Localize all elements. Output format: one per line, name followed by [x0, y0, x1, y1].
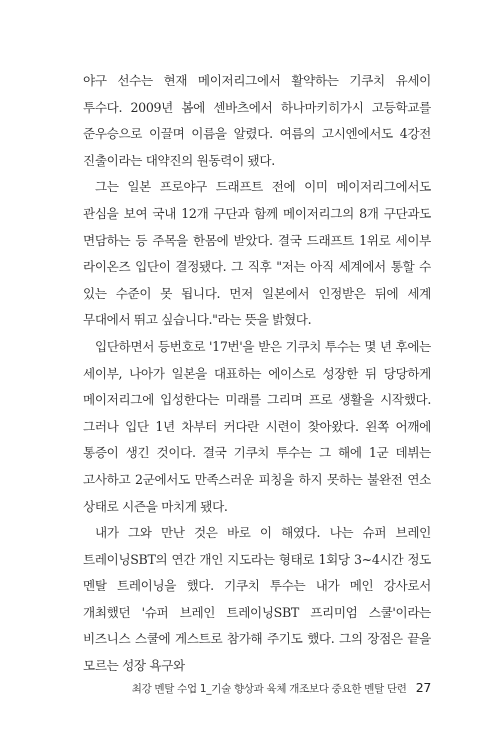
- paragraph-4: 내가 그와 만난 것은 바로 이 해였다. 나는 슈퍼 브레인 트레이닝SBT의 연간 개인 지도라는 형태로 1회당 3~4시간 정도 멘탈 트레이닝을 했다. 기쿠치 투수는 내가 메인 강사로서 개최했던 '슈퍼 브레인 트레이닝SBT 프리미엄 스쿨'이라는 비즈니스 스쿨에 게스트로 참가해 주기도 했다. 그의 장점은 끝을 모르는 성장 욕구와: [83, 525, 431, 674]
- paragraph-1: 야구 선수는 현재 메이저리그에서 활약하는 기쿠치 유세이 투수다. 2009년 봄에 센바츠에서 하나마키히가시 고등학교를 준우승으로 이끌며 이름을 알렸다. 여름의 고시엔에서도 4강전 진출이라는 대약진의 원동력이 됐다.: [83, 73, 431, 168]
- page-number: 27: [415, 680, 431, 695]
- page-body: [83, 68, 431, 680]
- page-footer: [132, 680, 431, 696]
- paragraph-3: 입단하면서 등번호로 '17번'을 받은 기쿠치 투수는 몇 년 후에는 세이부, 나아가 일본을 대표하는 에이스로 성장한 뒤 당당하게 메이저리그에 입성한다는 미래를 그리며 프로 생활을 시작했다. 그러나 입단 1년 차부터 커다란 시련이 찾아왔다. 왼쪽 어깨에 통증이 생긴 것이다. 결국 기쿠치 투수는 그 해에 1군 데뷔는 고사하고 2군에서도 만족스러운 피칭을 하지 못하는 불완전 연소 상태로 시즌을 마치게 됐다.: [83, 338, 431, 514]
- paragraph-2: 그는 일본 프로야구 드래프트 전에 이미 메이저리그에서도 관심을 보여 국내 12개 구단과 함께 메이저리그의 8개 구단과도 면담하는 등 주목을 한몸에 받았다. 결국 드래프트 1위로 세이부 라이온즈 입단이 결정됐다. 그 직후 "저는 아직 세계에서 통할 수 있는 수준이 못 됩니다. 먼저 일본에서 인정받은 뒤에 세계 무대에서 뛰고 싶습니다."라는 뜻을 밝혔다.: [83, 179, 431, 328]
- running-title: 최강 멘탈 수업 1_기술 향상과 육체 개조보다 중요한 멘탈 단련: [131, 683, 407, 695]
